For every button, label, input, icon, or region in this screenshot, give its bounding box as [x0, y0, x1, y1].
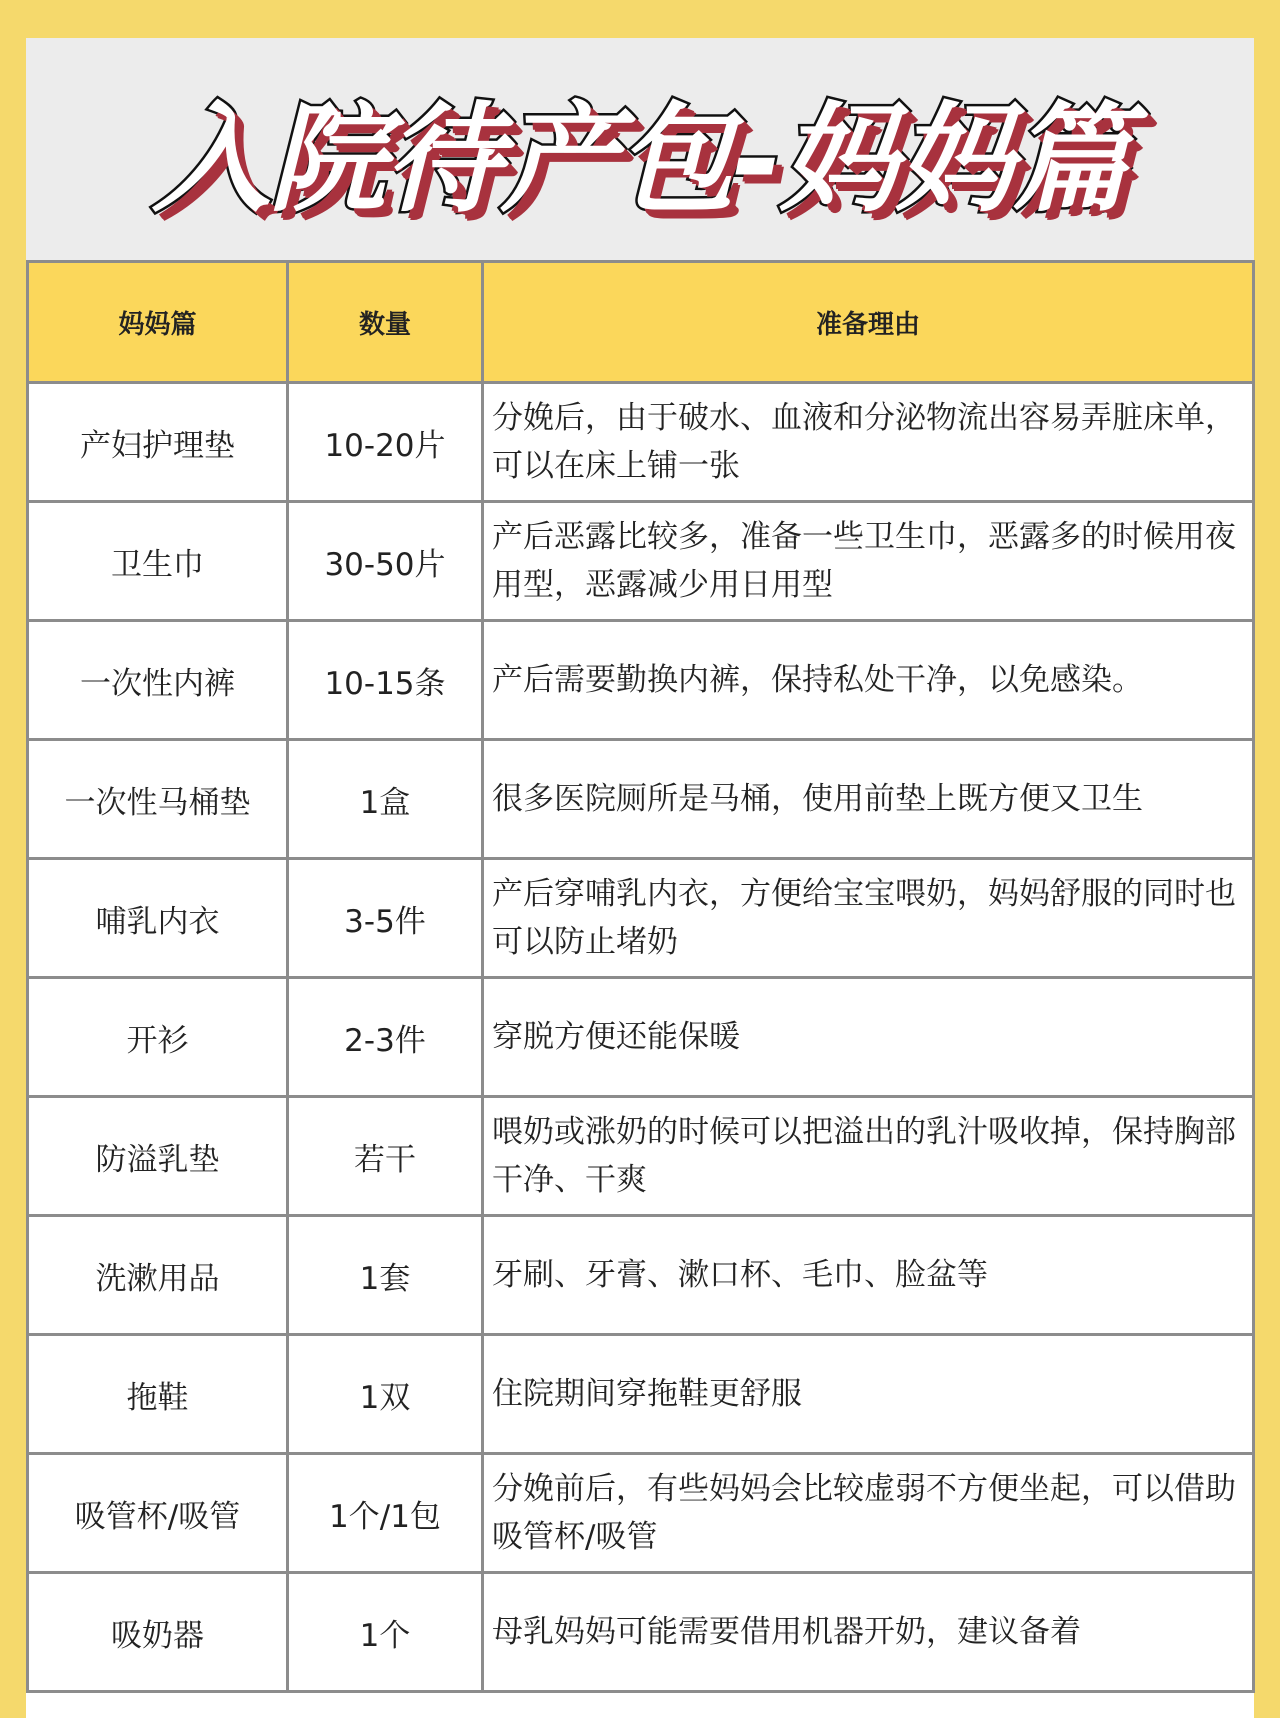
- item-reason: 很多医院厕所是马桶，使用前垫上既方便又卫生: [483, 740, 1254, 859]
- item-name: 吸奶器: [28, 1573, 288, 1692]
- item-reason: 产后需要勤换内裤，保持私处干净，以免感染。: [483, 621, 1254, 740]
- checklist-card: [26, 38, 1254, 1718]
- header-item: 妈妈篇: [28, 262, 288, 383]
- item-quantity: 1个: [288, 1573, 483, 1692]
- header-reason: 准备理由: [483, 262, 1254, 383]
- table-row: [28, 383, 1254, 502]
- table-row: [28, 740, 1254, 859]
- page-title: 入院待产包-妈妈篇: [152, 90, 1128, 228]
- table-row: [28, 502, 1254, 621]
- table-row: [28, 1097, 1254, 1216]
- item-name: 产妇护理垫: [28, 383, 288, 502]
- title-banner: [26, 38, 1254, 260]
- item-name: 洗漱用品: [28, 1216, 288, 1335]
- item-quantity: 30-50片: [288, 502, 483, 621]
- item-reason: 牙刷、牙膏、漱口杯、毛巾、脸盆等: [483, 1216, 1254, 1335]
- item-reason: 分娩后，由于破水、血液和分泌物流出容易弄脏床单，可以在床上铺一张: [483, 383, 1254, 502]
- item-quantity: 1双: [288, 1335, 483, 1454]
- item-name: 吸管杯/吸管: [28, 1454, 288, 1573]
- item-name: 卫生巾: [28, 502, 288, 621]
- item-name: 一次性马桶垫: [28, 740, 288, 859]
- item-quantity: 10-15条: [288, 621, 483, 740]
- item-quantity: 3-5件: [288, 859, 483, 978]
- table-row: [28, 621, 1254, 740]
- item-quantity: 1个/1包: [288, 1454, 483, 1573]
- item-reason: 母乳妈妈可能需要借用机器开奶，建议备着: [483, 1573, 1254, 1692]
- item-reason: 产后穿哺乳内衣，方便给宝宝喂奶，妈妈舒服的同时也可以防止堵奶: [483, 859, 1254, 978]
- item-quantity: 10-20片: [288, 383, 483, 502]
- item-reason: 穿脱方便还能保暖: [483, 978, 1254, 1097]
- item-reason: 住院期间穿拖鞋更舒服: [483, 1335, 1254, 1454]
- item-quantity: 1套: [288, 1216, 483, 1335]
- item-name: 拖鞋: [28, 1335, 288, 1454]
- item-name: 防溢乳垫: [28, 1097, 288, 1216]
- table-row: [28, 1454, 1254, 1573]
- item-name: 一次性内裤: [28, 621, 288, 740]
- table-row: [28, 978, 1254, 1097]
- header-quantity: 数量: [288, 262, 483, 383]
- table-row: [28, 1335, 1254, 1454]
- table-row: [28, 859, 1254, 978]
- item-quantity: 若干: [288, 1097, 483, 1216]
- table-header-row: [28, 262, 1254, 383]
- table-row: [28, 1216, 1254, 1335]
- item-reason: 产后恶露比较多，准备一些卫生巾，恶露多的时候用夜用型，恶露减少用日用型: [483, 502, 1254, 621]
- item-quantity: 1盒: [288, 740, 483, 859]
- item-name: 哺乳内衣: [28, 859, 288, 978]
- item-reason: 分娩前后，有些妈妈会比较虚弱不方便坐起，可以借助吸管杯/吸管: [483, 1454, 1254, 1573]
- item-quantity: 2-3件: [288, 978, 483, 1097]
- table-row: [28, 1573, 1254, 1692]
- checklist-table: [26, 260, 1255, 1693]
- item-reason: 喂奶或涨奶的时候可以把溢出的乳汁吸收掉，保持胸部干净、干爽: [483, 1097, 1254, 1216]
- item-name: 开衫: [28, 978, 288, 1097]
